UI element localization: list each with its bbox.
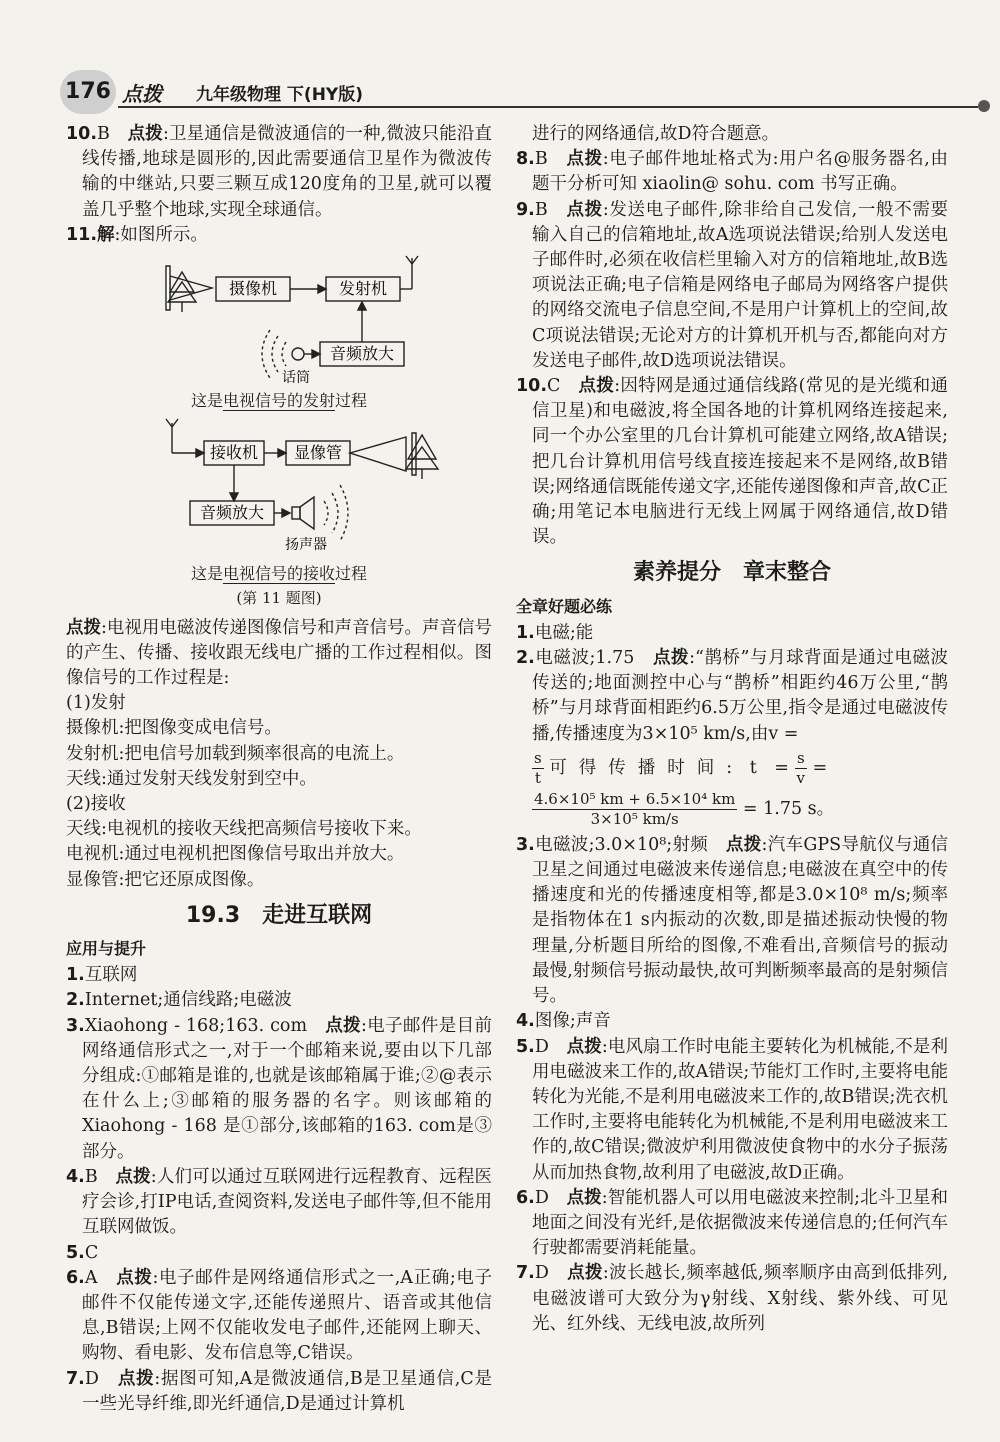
answer-item — [516, 833, 948, 1009]
page-header — [60, 70, 980, 120]
brand-logo: 点拨 — [122, 82, 162, 106]
tip-keyword: 点拨 — [325, 1015, 362, 1036]
tip-keyword: 点拨 — [117, 1368, 155, 1389]
tip-line: (2)接收 — [66, 794, 126, 815]
answer-text: Internet;通信线路;电磁波 — [84, 990, 292, 1011]
tv-reception-diagram — [66, 413, 492, 561]
fraction-distance-over-speed — [532, 790, 737, 829]
item-number: 3. — [516, 834, 535, 855]
caption-prefix: 这是 — [190, 391, 223, 411]
answer-text: 电磁波;3.0×10⁸;射频 — [534, 834, 726, 855]
tip-line: 发射机:把电信号加载到频率很高的电流上。 — [66, 743, 405, 764]
display-tube-label: 显像管 — [293, 443, 343, 463]
receiver-label: 接收机 — [209, 443, 259, 463]
tip-line: (1)发射 — [66, 693, 126, 714]
subsection-title: 应用与提升 — [66, 939, 147, 959]
tip-keyword: 点拨 — [127, 124, 163, 144]
answer-text: D — [534, 1263, 568, 1284]
tip-keyword: 点拨 — [567, 1263, 603, 1284]
answer-item — [66, 988, 492, 1013]
tip-line: 天线:通过发射天线发射到空中。 — [66, 768, 317, 789]
answer-text: 电磁;能 — [534, 622, 594, 643]
tip-keyword: 点拨 — [115, 1166, 151, 1187]
header-rule-dot — [978, 100, 990, 112]
tip-text: :波长越长,频率越低,频率顺序由高到低排列,电磁波谱可大致分为γ射线、X射线、紫外线、可见光、红外线、无线电波,故所列 — [532, 1263, 949, 1334]
answer-item — [66, 963, 492, 988]
transmission-caption — [66, 388, 492, 413]
answer-choice: B — [97, 124, 110, 144]
item-number: 11. — [66, 224, 98, 245]
answer-text: D — [84, 1368, 118, 1389]
tip-keyword: 点拨 — [578, 376, 615, 397]
audio-amp-label: 音频放大 — [199, 503, 265, 523]
denominator: v — [796, 768, 806, 787]
item-number: 10. — [66, 124, 98, 144]
item-number: 9. — [516, 199, 535, 220]
answer-item — [516, 1261, 948, 1337]
tip-line: 天线:电视机的接收天线把高频信号接收下来。 — [66, 819, 422, 840]
mic-label: 话筒 — [282, 370, 310, 387]
reception-caption — [66, 561, 492, 586]
tip-line: 显像管:把它还原成图像。 — [66, 869, 265, 890]
tip-keyword: 点拨 — [725, 834, 762, 855]
answer-text: B — [534, 199, 567, 220]
answer-item — [516, 147, 948, 197]
answer-text: :卫星通信是微波通信的一种,微波只能沿直线传播,地球是圆形的,因此需要通信卫星作为微波传输的中继站,只要三颗互成120度角的卫星,就可以覆盖几乎整个地球,实现全球通信。 — [82, 124, 493, 220]
item-number: 1. — [66, 965, 85, 986]
item-number: 1. — [516, 622, 535, 643]
camera-label: 摄像机 — [228, 279, 278, 299]
item-number: 6. — [66, 1267, 85, 1288]
tip-text: :电子邮件是目前网络通信形式之一,对于一个邮箱来说,要由以下几部分组成:①邮箱是谁的,也就是该邮箱属于谁;②@表示在什么上;③邮箱的服务器的名字。则该邮箱的 Xiaohong - 168 是①部分,该邮箱的163. com是③部分。 — [82, 1015, 493, 1162]
item-number: 6. — [516, 1187, 535, 1208]
item-number: 8. — [516, 149, 535, 170]
answer-text: A — [84, 1267, 117, 1288]
audio-amp-label: 音频放大 — [329, 344, 395, 364]
caption-prefix: 这是 — [190, 564, 223, 584]
item-number: 3. — [66, 1015, 85, 1036]
numerator: s — [534, 748, 542, 767]
answer-text: 电磁波;1.75 — [534, 648, 653, 669]
answer-item — [66, 1165, 492, 1241]
tip-paragraph — [66, 616, 492, 692]
formula-text: t = — [749, 757, 789, 778]
item-number: 5. — [66, 1242, 85, 1263]
answer-item — [516, 1186, 948, 1262]
speaker-label: 扬声器 — [285, 537, 327, 554]
formula-line-2 — [516, 790, 948, 829]
answer-item — [66, 1241, 492, 1266]
tip-keyword: 点拨 — [66, 617, 102, 638]
tip-text: :“鹊桥”与月球背面是通过电磁波传送的;地面测控中心与“鹊桥”相距约46万公里,“鹊桥”与月球背面相距约6.5万公里,指令是通过电磁波传播,传播速度为3×10⁵ km/s,由v = — [532, 648, 948, 744]
tip-keyword: 点拨 — [566, 199, 603, 220]
item-number: 7. — [66, 1368, 85, 1389]
item-number: 2. — [66, 990, 85, 1011]
answer-item — [516, 198, 948, 374]
continued-text: 进行的网络通信,故D符合题意。 — [532, 124, 780, 144]
denominator: t — [534, 768, 541, 787]
transmission-svg — [66, 248, 492, 388]
formula-text: = — [812, 757, 828, 778]
tip-keyword: 点拨 — [652, 648, 690, 669]
answer-item — [66, 1266, 492, 1367]
subsection-title: 全章好题必练 — [516, 596, 613, 616]
answer-text: :如图所示。 — [114, 224, 208, 245]
header-rule — [118, 106, 978, 108]
answer-item — [66, 1014, 492, 1165]
section-title: 19.3 走进互联网 — [185, 902, 373, 928]
tip-line: 电视机:通过电视机把图像信号取出并放大。 — [66, 844, 405, 865]
tip-keyword: 点拨 — [566, 149, 603, 170]
answer-item — [516, 374, 948, 550]
item-number: 10. — [516, 376, 548, 397]
tip-text: :人们可以通过互联网进行远程教育、远程医疗会诊,打IP电话,查阅资料,发送电子邮件等,但不能用互联网做饭。 — [82, 1166, 492, 1238]
right-column — [516, 122, 948, 1337]
answer-item — [516, 1035, 948, 1186]
item-number: 5. — [516, 1036, 535, 1057]
formula-text: 可得传播时间: — [549, 757, 745, 778]
answer-item — [516, 621, 948, 646]
section-title: 素养提分 章末整合 — [632, 560, 831, 586]
tip-keyword: 点拨 — [116, 1267, 153, 1288]
answer-10 — [66, 122, 492, 223]
tip-line: 摄像机:把图像变成电信号。 — [66, 718, 282, 739]
tip-line: :电视用电磁波传递图像信号和声音信号。声音信号的产生、传播、接收跟无线电广播的工作过程相似。图像信号的工作过程是: — [66, 617, 492, 689]
item-number: 4. — [66, 1166, 85, 1187]
item-number: 4. — [516, 1011, 535, 1032]
answer-text: Xiaohong - 168;163. com — [84, 1015, 326, 1036]
solution-label: 解 — [97, 224, 115, 245]
caption-underlined: 电视信号的接收 — [222, 564, 335, 584]
item-number: 2. — [516, 648, 535, 669]
answer-text: C — [84, 1242, 99, 1263]
numerator: 4.6×10⁵ km + 6.5×10⁴ km — [534, 789, 736, 808]
tip-text: :智能机器人可以用电磁波来控制;北斗卫星和地面之间没有光纤,是依据微波来传递信息的;任何汽车行驶都需要消耗能量。 — [532, 1187, 949, 1259]
answer-item — [66, 1367, 492, 1417]
tip-text: :电子邮件地址格式为:用户名@服务器名,由题干分析可知 xiaolin@ sohu. com 书写正确。 — [532, 149, 948, 195]
transmitter-label: 发射机 — [338, 279, 388, 299]
tip-text: :电子邮件是网络通信形式之一,A正确;电子邮件不仅能传递文字,还能传递照片、语音或其他信息,B错误;上网不仅能收发电子邮件,还能网上聊天、购物、看电影、发布信息等,C错误。 — [82, 1267, 492, 1364]
left-column — [66, 122, 492, 1417]
book-title: 九年级物理 下(HY版) — [196, 85, 363, 105]
formula-result: = 1.75 s。 — [742, 798, 835, 819]
reception-svg — [66, 413, 492, 561]
answer-text: 图像;声音 — [534, 1011, 611, 1032]
caption-underlined: 电视信号的发射 — [222, 391, 335, 411]
fraction-s-over-v — [795, 749, 807, 788]
answer-text: B — [534, 149, 567, 170]
fraction-s-over-t — [532, 749, 544, 788]
figure-label: (第 11 题图) — [236, 589, 322, 608]
answer-11 — [66, 223, 492, 248]
item-number: 7. — [516, 1263, 535, 1284]
answer-text: D — [534, 1187, 567, 1208]
tip-text: :据图可知,A是微波通信,B是卫星通信,C是一些光导纤维,即光纤通信,D是通过计算机 — [82, 1368, 492, 1414]
answer-item — [516, 1009, 948, 1034]
answer-text: D — [534, 1036, 567, 1057]
answer-text: B — [84, 1166, 116, 1187]
tv-transmission-diagram — [66, 248, 492, 388]
caption-suffix: 过程 — [335, 391, 368, 411]
page-number: 176 — [60, 70, 116, 114]
tip-text: :电风扇工作时电能主要转化为机械能,不是利用电磁波来工作的,故A错误;节能灯工作时,主要将电能转化为光能,不是利用电磁波来工作的,故B错误;洗衣机工作时,主要将电能转化为机械能,不是利用电磁波来工作的,故C错误;微波炉利用微波使食物中的水分子振荡从而加热食物,故利用了电磁波,故D正确。 — [532, 1036, 949, 1183]
numerator: s — [795, 749, 807, 769]
tip-keyword: 点拨 — [566, 1036, 602, 1057]
tip-text: :因特网是通过通信线路(常见的是光缆和通信卫星)和电磁波,将全国各地的计算机网络连接起来,同一个办公室里的几台计算机可能建立网络,故A错误;把几台计算机用信号线直接连接起来不是网络,故B错误;网络通信既能传递文字,还能传递图像和声音,故C正确;用笔记本电脑进行无线上网属于网络通信,故D错误。 — [532, 376, 948, 548]
caption-suffix: 过程 — [335, 564, 368, 584]
answer-text: 互联网 — [84, 965, 138, 986]
formula-line-1 — [516, 749, 948, 788]
tip-text: :发送电子邮件,除非给自己发信,一般不需要输入自己的信箱地址,故A选项说法错误;给别人发送电子邮件时,必须在收信栏里输入对方的信箱地址,故B选项说法正确;电子信箱是网络电子邮局为网络客户提供的网络交流电子信息空间,不是用户计算机上的空间,故C项说法错误;无论对方的计算机开机与否,都能向对方发送电子邮件,故D选项说法错误。 — [532, 199, 949, 371]
tip-text: :汽车GPS导航仪与通信卫星之间通过电磁波来传递信息;电磁波在真空中的传播速度和光的传播速度相等,都是3.0×10⁸ m/s;频率是指物体在1 s内振动的次数,即是描述振动快慢的物理量,分析题目所给的图像,不难看出,音频信号的振动最慢,射频信号振动最快,故可判断频率最高的是射频信号。 — [532, 834, 949, 1007]
answer-item-2 — [516, 646, 948, 747]
tip-keyword: 点拨 — [566, 1187, 602, 1208]
answer-text: C — [547, 376, 579, 397]
denominator: 3×10⁵ km/s — [590, 809, 679, 828]
